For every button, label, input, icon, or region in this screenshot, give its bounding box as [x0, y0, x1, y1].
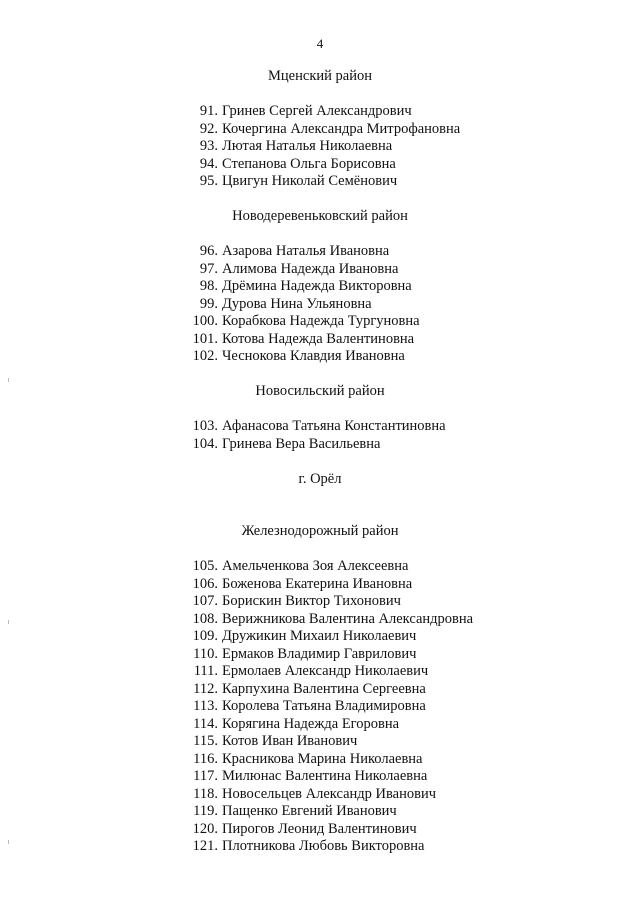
- list-item: [0, 103, 640, 121]
- list-item: [0, 558, 640, 576]
- list-item-number: 98.: [199, 278, 218, 294]
- list-item-number: 109.: [192, 628, 218, 644]
- list-item-number: 94.: [199, 155, 218, 172]
- list-item-number: 104.: [192, 435, 218, 452]
- list-item-name: Милюнас Валентина Николаевна: [222, 768, 428, 784]
- list-item-number: 112.: [193, 680, 218, 697]
- list-item-name: Алимова Надежда Ивановна: [222, 260, 399, 277]
- list-item-name: Корабкова Надежда Тургуновна: [222, 313, 420, 329]
- list-item-number: 121.: [192, 838, 218, 854]
- list-item: [0, 698, 640, 716]
- list-item-number: 100.: [192, 313, 218, 329]
- list-item: [0, 348, 640, 366]
- list-item-name: Степанова Ольга Борисовна: [222, 155, 396, 172]
- list-item-name: Гринева Вера Васильевна: [222, 435, 381, 452]
- list-item: [0, 121, 640, 139]
- list-item-name: Кочергина Александра Митрофановна: [222, 120, 461, 137]
- section-heading: Новосильский район: [255, 383, 385, 399]
- list-item-name: Борискин Виктор Тихонович: [222, 593, 401, 609]
- list-item: [0, 576, 640, 594]
- list-item: [0, 436, 640, 454]
- list-item: [0, 418, 640, 436]
- list-item: [0, 803, 640, 821]
- list-item-name: Афанасова Татьяна Константиновна: [222, 418, 446, 434]
- list-item-name: Лютая Наталья Николаевна: [222, 138, 393, 154]
- list-item-name: Чеснокова Клавдия Ивановна: [222, 348, 405, 364]
- list-item-name: Боженова Екатерина Ивановна: [222, 575, 413, 592]
- heading-spacer: [0, 541, 640, 559]
- section-heading: Мценский район: [268, 68, 372, 84]
- list-item-name: Амельченкова Зоя Алексеевна: [222, 558, 409, 574]
- list-item-name: Новосельцев Александр Иванович: [222, 785, 437, 802]
- list-item: [0, 138, 640, 156]
- list-item-name: Ермаков Владимир Гаврилович: [222, 645, 417, 662]
- list-item-number: 115.: [193, 733, 218, 749]
- list-item-number: 92.: [199, 120, 218, 137]
- list-item-name: Корягина Надежда Егоровна: [222, 715, 400, 732]
- list-item-name: Котова Надежда Валентиновна: [222, 330, 415, 347]
- list-item-number: 113.: [193, 698, 218, 714]
- list-item: [0, 156, 640, 174]
- list-item: [0, 296, 640, 314]
- section-heading: г. Орёл: [298, 470, 342, 487]
- list-item: [0, 261, 640, 279]
- list-item: [0, 593, 640, 611]
- list-item: [0, 733, 640, 751]
- list-item-name: Цвигун Николай Семёнович: [222, 173, 398, 189]
- list-item-number: 119.: [193, 803, 218, 819]
- list-item-name: Дурова Нина Ульяновна: [222, 295, 372, 312]
- heading-spacer: [0, 86, 640, 104]
- list-item-number: 117.: [193, 768, 218, 784]
- list-item-name: Верижникова Валентина Александровна: [222, 610, 474, 627]
- list-item-number: 118.: [193, 785, 218, 802]
- list-item: [0, 821, 640, 839]
- list-item-number: 114.: [193, 715, 218, 732]
- list-item: [0, 278, 640, 296]
- section-gap: [0, 191, 640, 209]
- section-gap: [0, 506, 640, 524]
- list-item-number: 91.: [199, 103, 218, 119]
- list-item-name: Пирогов Леонид Валентинович: [222, 820, 417, 837]
- list-item-name: Дрёмина Надежда Викторовна: [222, 278, 412, 294]
- section-gap: [0, 453, 640, 471]
- section-heading: Железнодорожный район: [241, 523, 399, 539]
- list-item: [0, 751, 640, 769]
- list-item-number: 107.: [192, 593, 218, 609]
- document-body: [0, 68, 640, 856]
- list-item-number: 95.: [199, 173, 218, 189]
- list-item: [0, 243, 640, 261]
- list-item: [0, 611, 640, 629]
- list-item-number: 110.: [193, 645, 218, 662]
- list-item-number: 97.: [199, 260, 218, 277]
- list-item: [0, 663, 640, 681]
- list-item-number: 102.: [192, 348, 218, 364]
- heading-spacer: [0, 226, 640, 244]
- section-heading: Новодеревеньковский район: [232, 208, 408, 224]
- list-item: [0, 768, 640, 786]
- list-item-name: Азарова Наталья Ивановна: [222, 243, 390, 259]
- list-item-number: 105.: [192, 558, 218, 574]
- list-item-number: 120.: [192, 820, 218, 837]
- list-item-name: Дружикин Михаил Николаевич: [222, 628, 417, 644]
- list-item-number: 116.: [193, 750, 218, 767]
- list-item: [0, 313, 640, 331]
- list-item: [0, 716, 640, 734]
- page-number: 4: [316, 36, 324, 51]
- heading-spacer: [0, 401, 640, 419]
- list-item-number: 93.: [199, 138, 218, 154]
- list-item-name: Королева Татьяна Владимировна: [222, 698, 426, 714]
- list-item-name: Котов Иван Иванович: [222, 733, 358, 749]
- list-item-number: 106.: [192, 575, 218, 592]
- list-item-number: 99.: [199, 295, 218, 312]
- list-item-number: 103.: [192, 418, 218, 434]
- list-item: [0, 173, 640, 191]
- list-item: [0, 681, 640, 699]
- list-item-name: Пащенко Евгений Иванович: [222, 803, 397, 819]
- list-item: [0, 628, 640, 646]
- list-item: [0, 331, 640, 349]
- list-item: [0, 646, 640, 664]
- list-item-name: Карпухина Валентина Сергеевна: [222, 680, 426, 697]
- list-item-name: Гринев Сергей Александрович: [222, 103, 412, 119]
- list-item-number: 111.: [193, 663, 218, 679]
- list-item-name: Красникова Марина Николаевна: [222, 750, 423, 767]
- heading-spacer: [0, 488, 640, 506]
- list-item-name: Ермолаев Александр Николаевич: [222, 663, 429, 679]
- section-gap: [0, 366, 640, 384]
- list-item-number: 108.: [192, 610, 218, 627]
- list-item-name: Плотникова Любовь Викторовна: [222, 838, 425, 854]
- list-item: [0, 786, 640, 804]
- list-item-number: 101.: [192, 330, 218, 347]
- list-item-number: 96.: [199, 243, 218, 259]
- list-item: [0, 838, 640, 856]
